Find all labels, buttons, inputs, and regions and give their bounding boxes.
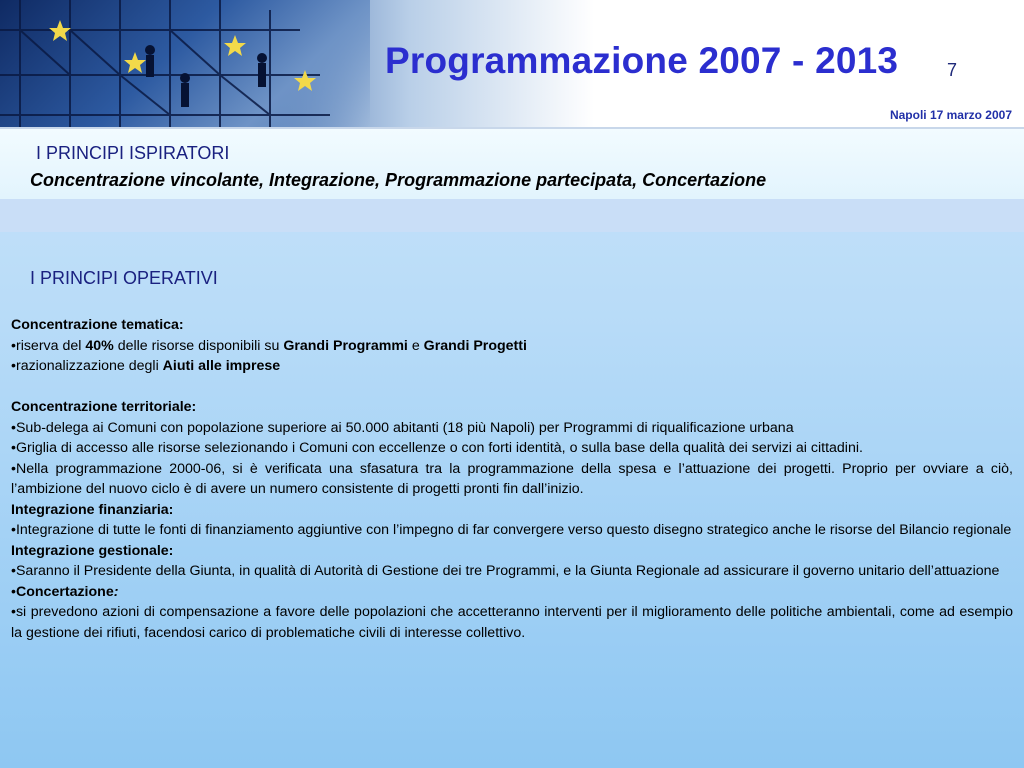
list-item: •Nella programmazione 2000-06, si è verificata una sfasatura tra la programmazione della spesa e l’attuazione dei progetti. Proprio per ovviare a ciò, l’ambizione del nuovo ciclo è di avere un numero consistente di progetti pronti fin dall’inizio. — [11, 460, 1013, 497]
list-item: •si prevedono azioni di compensazione a favore delle popolazioni che accetteranno interventi per il miglioramento delle politiche ambientali, come ad esempio la gestione dei rifiuti, facendosi carico di problematiche civili di interesse collettivo. — [11, 604, 1013, 641]
ispiratori-text: Concentrazione vincolante, Integrazione, Programmazione partecipata, Concertazione — [30, 170, 767, 190]
section-title: Integrazione gestionale: — [11, 542, 174, 559]
spacer — [11, 377, 1013, 398]
list-item: •Saranno il Presidente della Giunta, in qualità di Autorità di Gestione dei tre Programmi, e la Giunta Regionale ad assicurare il governo unitario dell’attuazione — [11, 563, 1000, 579]
list-item: •Griglia di accesso alle risorse selezionando i Comuni con eccellenze o con forti identità, o sulla base della qualità dei servizi ai cittadini. — [11, 440, 863, 456]
page-number: 7 — [947, 60, 958, 80]
separator-band — [0, 199, 1024, 232]
header-photo — [0, 0, 370, 127]
section-title: Concentrazione tematica: — [11, 317, 184, 333]
section-title: •Concertazione: — [11, 583, 119, 600]
slide-header — [0, 0, 1024, 129]
section-title: Concentrazione territoriale: — [11, 399, 197, 415]
date-label: Napoli 17 marzo 2007 — [889, 108, 1012, 122]
list-item: •razionalizzazione degli Aiuti alle imprese — [11, 358, 281, 374]
page-title: Programmazione 2007 - 2013 — [385, 40, 899, 81]
section-title: Integrazione finanziaria: — [11, 501, 174, 518]
list-item: •Integrazione di tutte le fonti di finanziamento aggiuntive con l’impegno di far convergere verso questo disegno strategico anche le risorse del Bilancio regionale — [11, 522, 1012, 538]
list-item: •riserva del 40% delle risorse disponibili su Grandi Programmi e Grandi Progetti — [11, 337, 527, 354]
heading-operativi: I PRINCIPI OPERATIVI — [30, 268, 218, 288]
content-body — [11, 315, 1013, 643]
scaffolding-image — [0, 0, 370, 127]
list-item: •Sub-delega ai Comuni con popolazione superiore ai 50.000 abitanti (18 più Napoli) per Programmi di riqualificazione urbana — [11, 419, 794, 436]
heading-ispiratori: I PRINCIPI ISPIRATORI — [36, 143, 230, 163]
